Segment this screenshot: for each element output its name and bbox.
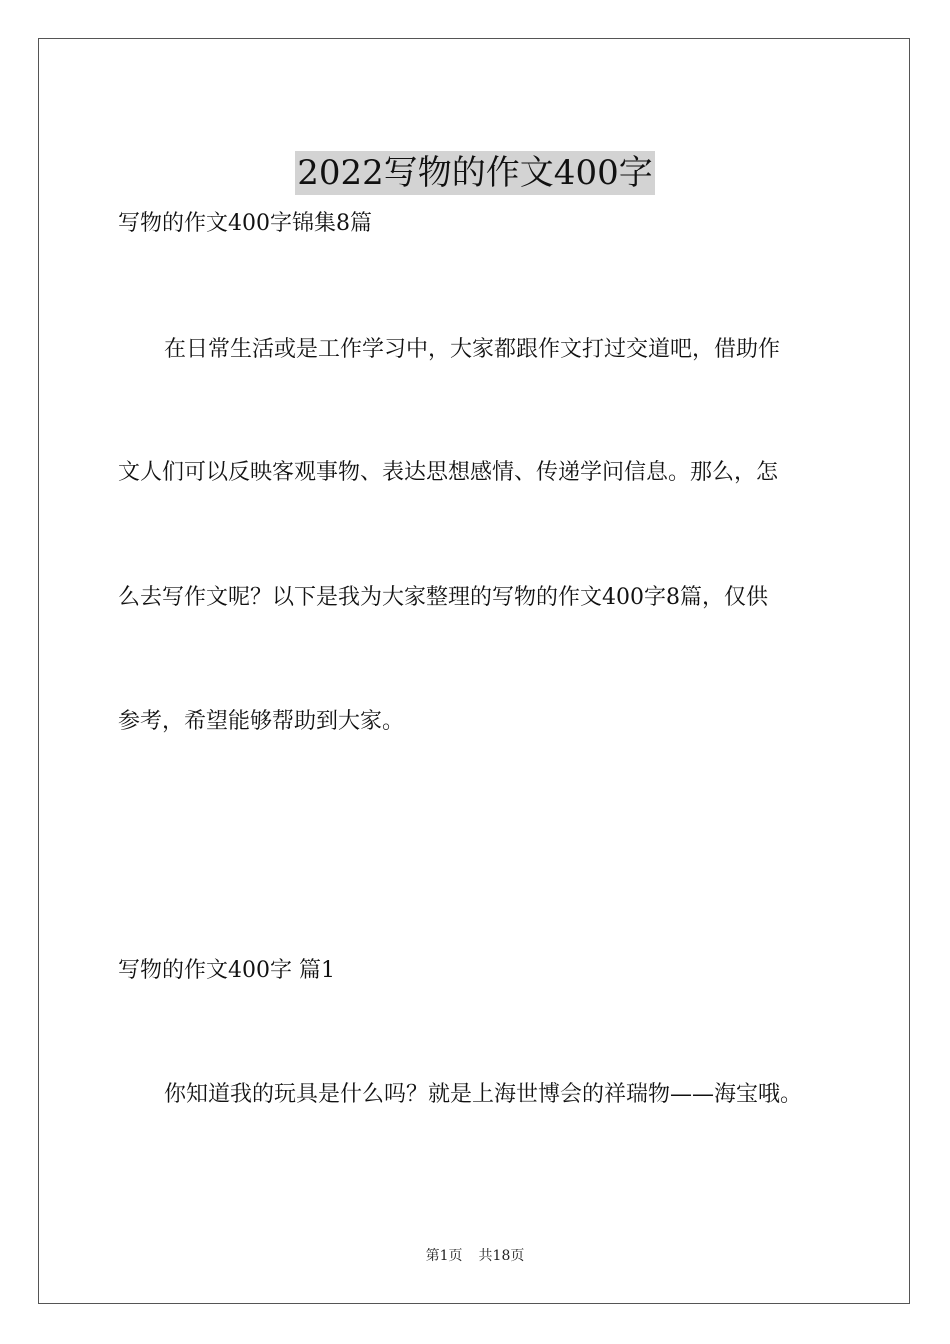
section-heading: 写物的作文400字 篇1 [118,958,335,983]
document-subtitle: 写物的作文400字锦集8篇 [118,211,372,236]
intro-line-2: 文人们可以反映客观事物、表达思想感情、传递学问信息。那么，怎 [118,460,779,485]
title-container [0,128,950,218]
page-number-total: 共18页 [478,1248,525,1264]
page-footer [0,1246,950,1266]
document-title: 2022写物的作文400字 [297,152,653,193]
intro-line-4: 参考，希望能够帮助到大家。 [118,709,405,734]
intro-line-1: 在日常生活或是工作学习中，大家都跟作文打过交道吧，借助作 [164,337,781,362]
page-number-current: 第1页 [425,1248,463,1264]
section-first-line: 你知道我的玩具是什么吗？就是上海世博会的祥瑞物——海宝哦。 [164,1082,803,1107]
intro-line-3: 么去写作文呢？以下是我为大家整理的写物的作文400字8篇，仅供 [118,585,768,610]
